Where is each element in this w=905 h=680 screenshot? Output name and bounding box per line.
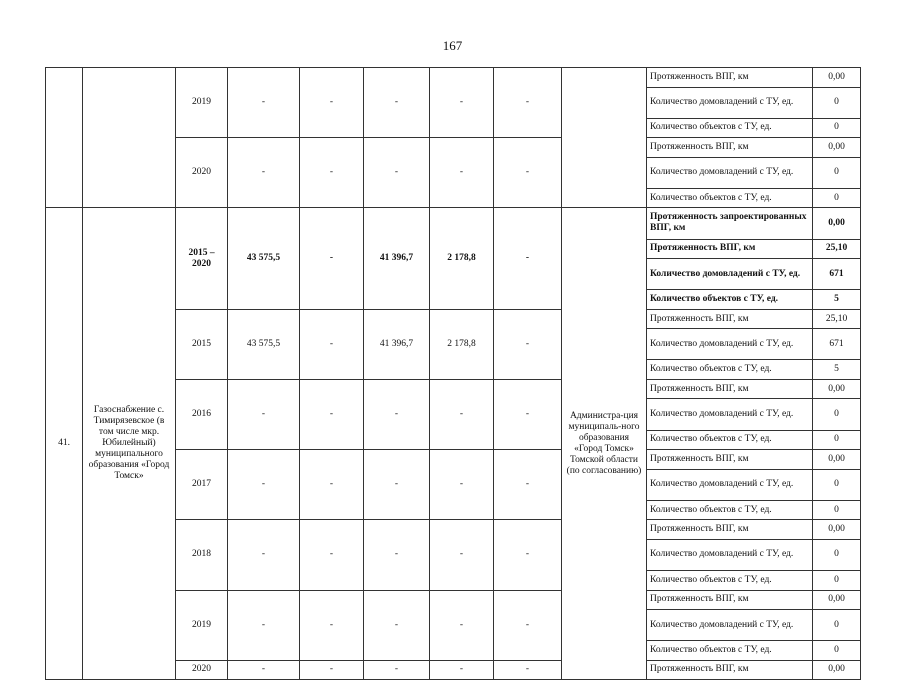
funding-cell: - <box>300 379 364 449</box>
funding-cell: - <box>228 660 300 680</box>
funding-cell: - <box>430 379 494 449</box>
table-row <box>46 208 861 239</box>
funding-cell: - <box>494 68 562 138</box>
indicator-value: 0,00 <box>813 520 861 540</box>
indicator-name: Количество домовладений с ТУ, ед. <box>647 399 813 430</box>
program-table <box>45 67 861 680</box>
funding-cell: - <box>364 590 430 660</box>
indicator-value: 0 <box>813 430 861 450</box>
funding-cell: 41 396,7 <box>364 208 430 309</box>
indicator-name: Количество домовладений с ТУ, ед. <box>647 329 813 360</box>
funding-cell: - <box>364 660 430 680</box>
table-body <box>46 68 861 680</box>
indicator-name: Количество объектов с ТУ, ед. <box>647 360 813 380</box>
indicator-name: Протяженность ВПГ, км <box>647 450 813 470</box>
year-cell: 2018 <box>176 520 228 590</box>
indicator-value: 0,00 <box>813 379 861 399</box>
indicator-name: Количество объектов с ТУ, ед. <box>647 571 813 591</box>
funding-cell: - <box>430 138 494 208</box>
funding-cell: 43 575,5 <box>228 309 300 379</box>
indicator-value: 25,10 <box>813 309 861 329</box>
year-cell: 2020 <box>176 660 228 680</box>
item-name-empty <box>83 68 176 208</box>
indicator-name: Протяженность ВПГ, км <box>647 379 813 399</box>
funding-cell: - <box>430 68 494 138</box>
indicator-name: Протяженность ВПГ, км <box>647 520 813 540</box>
funding-cell: - <box>494 138 562 208</box>
indicator-name: Количество домовладений с ТУ, ед. <box>647 157 813 188</box>
indicator-value: 671 <box>813 259 861 290</box>
funding-cell: - <box>300 590 364 660</box>
year-cell: 2020 <box>176 138 228 208</box>
indicator-name: Протяженность ВПГ, км <box>647 68 813 88</box>
indicator-name: Количество домовладений с ТУ, ед. <box>647 539 813 570</box>
indicator-name: Количество домовладений с ТУ, ед. <box>647 259 813 290</box>
indicator-name: Количество домовладений с ТУ, ед. <box>647 469 813 500</box>
funding-cell: - <box>228 450 300 520</box>
indicator-value: 0 <box>813 157 861 188</box>
indicator-name: Протяженность ВПГ, км <box>647 138 813 158</box>
year-cell: 2019 <box>176 68 228 138</box>
funding-cell: - <box>300 208 364 309</box>
indicator-value: 0 <box>813 188 861 208</box>
funding-cell: - <box>300 309 364 379</box>
indicator-value: 0,00 <box>813 68 861 88</box>
funding-cell: - <box>494 379 562 449</box>
indicator-name: Количество объектов с ТУ, ед. <box>647 118 813 138</box>
indicator-value: 0 <box>813 87 861 118</box>
funding-cell: - <box>364 138 430 208</box>
indicator-value: 0,00 <box>813 660 861 680</box>
funding-cell: - <box>494 450 562 520</box>
indicator-value: 0 <box>813 571 861 591</box>
funding-cell: - <box>364 379 430 449</box>
funding-cell: - <box>494 660 562 680</box>
funding-cell: 2 178,8 <box>430 208 494 309</box>
year-cell: 2019 <box>176 590 228 660</box>
table-row <box>46 68 861 88</box>
funding-cell: - <box>430 520 494 590</box>
indicator-name: Количество объектов с ТУ, ед. <box>647 500 813 520</box>
indicator-value: 0,00 <box>813 138 861 158</box>
funding-cell: - <box>300 520 364 590</box>
funding-cell: - <box>300 450 364 520</box>
year-cell: 2017 <box>176 450 228 520</box>
indicator-value: 0,00 <box>813 208 861 239</box>
funding-cell: - <box>228 379 300 449</box>
funding-cell: - <box>300 138 364 208</box>
funding-cell: - <box>300 660 364 680</box>
funding-cell: 2 178,8 <box>430 309 494 379</box>
funding-cell: - <box>430 660 494 680</box>
indicator-value: 0,00 <box>813 450 861 470</box>
indicator-value: 0 <box>813 500 861 520</box>
indicator-name: Количество объектов с ТУ, ед. <box>647 430 813 450</box>
indicator-value: 671 <box>813 329 861 360</box>
year-cell: 2015 – 2020 <box>176 208 228 309</box>
funding-cell: - <box>300 68 364 138</box>
funding-cell: - <box>494 590 562 660</box>
funding-cell: - <box>494 520 562 590</box>
funding-cell: - <box>494 309 562 379</box>
indicator-value: 0 <box>813 399 861 430</box>
indicator-name: Протяженность ВПГ, км <box>647 239 813 259</box>
indicator-name: Протяженность запроектированных ВПГ, км <box>647 208 813 239</box>
indicator-value: 0,00 <box>813 590 861 610</box>
item-number: 41. <box>46 208 83 680</box>
funding-cell: - <box>364 520 430 590</box>
indicator-value: 0 <box>813 610 861 641</box>
year-cell: 2016 <box>176 379 228 449</box>
item-name: Газоснабжение с. Тимирязевское (в том числе мкр. Юбилейный) муниципального образования «Город Томск» <box>83 208 176 680</box>
indicator-value: 5 <box>813 290 861 310</box>
year-cell: 2015 <box>176 309 228 379</box>
indicator-name: Количество домовладений с ТУ, ед. <box>647 610 813 641</box>
funding-cell: - <box>364 68 430 138</box>
page-number: 167 <box>442 38 463 53</box>
funding-cell: - <box>364 450 430 520</box>
executor-cell: Администра-ция муниципаль-ного образования «Город Томск» Томской области (по согласованию) <box>562 208 647 680</box>
indicator-name: Протяженность ВПГ, км <box>647 590 813 610</box>
indicator-value: 0 <box>813 641 861 661</box>
indicator-value: 0 <box>813 539 861 570</box>
funding-cell: - <box>430 590 494 660</box>
funding-cell: 41 396,7 <box>364 309 430 379</box>
indicator-name: Количество объектов с ТУ, ед. <box>647 290 813 310</box>
funding-cell: - <box>430 450 494 520</box>
indicator-name: Протяженность ВПГ, км <box>647 660 813 680</box>
funding-cell: - <box>228 138 300 208</box>
funding-cell: 43 575,5 <box>228 208 300 309</box>
indicator-name: Количество объектов с ТУ, ед. <box>647 641 813 661</box>
funding-cell: - <box>494 208 562 309</box>
item-number-empty <box>46 68 83 208</box>
funding-cell: - <box>228 68 300 138</box>
indicator-value: 0 <box>813 118 861 138</box>
indicator-value: 5 <box>813 360 861 380</box>
indicator-value: 0 <box>813 469 861 500</box>
executor-empty <box>562 68 647 208</box>
indicator-value: 25,10 <box>813 239 861 259</box>
indicator-name: Количество объектов с ТУ, ед. <box>647 188 813 208</box>
indicator-name: Протяженность ВПГ, км <box>647 309 813 329</box>
indicator-name: Количество домовладений с ТУ, ед. <box>647 87 813 118</box>
funding-cell: - <box>228 520 300 590</box>
funding-cell: - <box>228 590 300 660</box>
